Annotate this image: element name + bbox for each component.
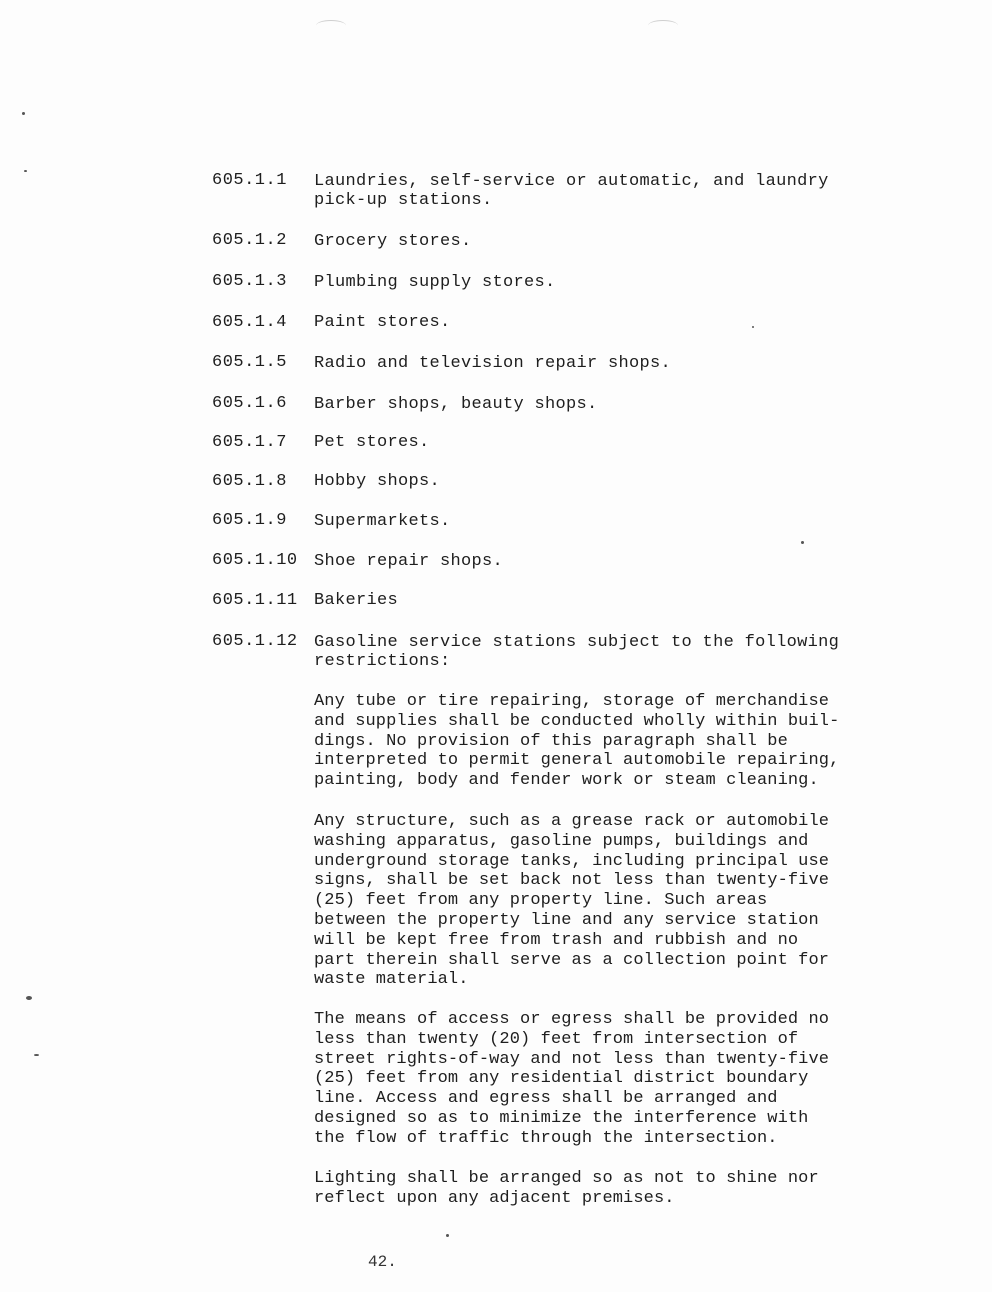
section-text-line: Pet stores. [314,433,430,452]
section-number: 605.1.3 [212,272,287,291]
section-number: 605.1.6 [212,394,287,413]
paragraph-line: (25) feet from any property line. Such areas [314,891,768,911]
scan-speck [22,112,25,115]
section-text-line: Grocery stores. [314,232,472,251]
section-number: 605.1.2 [212,231,287,250]
section-text-line: Radio and television repair shops. [314,354,672,373]
paragraph-line: interpreted to permit general automobile repairing, [314,751,840,771]
section-text-line: pick-up stations. [314,191,493,210]
paragraph-line: part therein shall serve as a collection point for [314,950,830,970]
section-text-line: Shoe repair shops. [314,552,504,571]
section-number: 605.1.10 [212,551,298,570]
restriction-paragraph [314,812,834,990]
section-number: 605.1.7 [212,433,287,452]
section-text-line: Barber shops, beauty shops. [314,395,598,414]
section-text-line: Gasoline service stations subject to the following [314,633,840,652]
section-text-line: Laundries, self-service or automatic, and laundry [314,172,829,191]
scan-speck [26,996,32,1000]
page-number: 42. [368,1253,397,1271]
section-text-line: Supermarkets. [314,512,451,531]
section-number: 605.1.4 [212,313,287,332]
scan-speck [801,541,804,544]
paragraph-line: signs, shall be set back not less than twenty-five [314,871,830,891]
paragraph-line: washing apparatus, gasoline pumps, buildings and [314,831,809,851]
section-text-line: Hobby shops. [314,472,441,491]
paragraph-line: The means of access or egress shall be provided no [314,1010,830,1029]
scan-speck [446,1234,449,1237]
paragraph-line: designed so as to minimize the interference with [314,1108,809,1128]
paragraph-line: waste material. [314,970,469,990]
section-number: 605.1.8 [212,472,287,491]
hole-punch-mark [648,20,678,31]
paragraph-line: between the property line and any service station [314,910,819,930]
restriction-paragraph [314,1169,834,1209]
section-text-line: Bakeries [314,591,399,610]
restriction-paragraph [314,1010,834,1149]
section-text-line: restrictions: [314,652,451,671]
paragraph-line: line. Access and egress shall be arranged and [314,1089,778,1109]
scan-speck [24,170,27,172]
scan-speck [752,326,754,328]
paragraph-line: dings. No provision of this paragraph shall be [314,731,788,751]
paragraph-line: Any structure, such as a grease rack or automobile [314,812,830,831]
paragraph-line: will be kept free from trash and rubbish and no [314,930,799,950]
paragraph-line: and supplies shall be conducted wholly within buil- [314,711,840,731]
paragraph-line: Lighting shall be arranged so as not to shine nor [314,1169,819,1188]
paragraph-line: street rights-of-way and not less than twenty-five [314,1049,830,1069]
section-number: 605.1.5 [212,353,287,372]
hole-punch-mark [316,20,346,31]
section-number: 605.1.9 [212,511,287,530]
section-text-line: Plumbing supply stores. [314,273,556,292]
paragraph-line: (25) feet from any residential district boundary [314,1069,809,1089]
paragraph-line: Any tube or tire repairing, storage of merchandise [314,692,830,711]
section-number: 605.1.11 [212,591,298,610]
paragraph-line: reflect upon any adjacent premises. [314,1188,675,1208]
section-number: 605.1.1 [212,171,287,190]
paragraph-line: less than twenty (20) feet from intersection of [314,1029,799,1049]
section-text-line: Paint stores. [314,313,451,332]
restriction-paragraph [314,692,840,791]
paragraph-line: underground storage tanks, including principal use [314,851,830,871]
section-number: 605.1.12 [212,632,298,651]
scan-speck [34,1054,39,1056]
paragraph-line: painting, body and fender work or steam cleaning. [314,771,819,791]
paragraph-line: the flow of traffic through the intersection. [314,1128,778,1148]
